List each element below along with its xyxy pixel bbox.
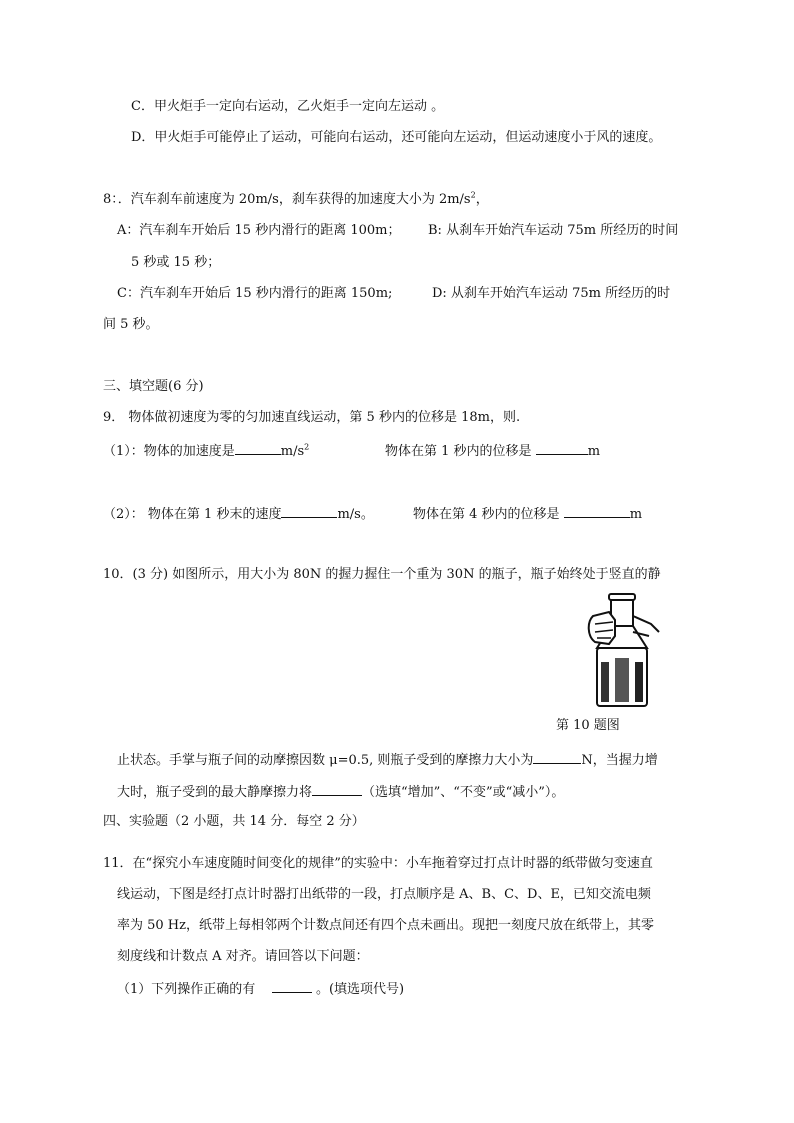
figure-caption: 第 10 题图 xyxy=(556,718,620,733)
q9-stem: 9． 物体做初速度为零的匀加速直线运动，第 5 秒内的位移是 18m，则. xyxy=(103,410,521,425)
q8-option-d-line2: 间 5 秒。 xyxy=(103,317,159,332)
q9-part2-unit: m/s。 xyxy=(337,507,374,522)
q9-disp1-blank[interactable] xyxy=(536,441,588,455)
q8-option-d-line1: D: 从刹车开始汽车运动 75m 所经历的时 xyxy=(432,286,671,301)
q8-option-b-line1: B: 从刹车开始汽车运动 75m 所经历的时间 xyxy=(428,223,679,238)
section-3-title: 三、填空题(6 分) xyxy=(103,379,204,394)
q8-option-a: A：汽车刹车开始后 15 秒内滑行的距离 100m； xyxy=(117,223,401,238)
bottle-hand-figure xyxy=(585,592,661,710)
q8-stem xyxy=(103,191,489,209)
bottle-hand-drawing xyxy=(585,592,661,710)
q9-part1-unit-b: m xyxy=(587,444,601,459)
q9-part1-unit: m/s xyxy=(280,444,305,459)
q9-disp4-blank[interactable] xyxy=(564,504,630,518)
q10-continuation-line2 xyxy=(117,782,564,802)
q9-part1-prefix: （1）：物体的加速度是 xyxy=(103,444,235,459)
q9-part2 xyxy=(103,504,374,524)
q9-part1-unit-exponent: 2 xyxy=(304,442,310,452)
q8-stem-exponent: 2 xyxy=(470,190,476,200)
q11-line2: 线运动，下图是经打点计时器打出纸带的一段，打点顺序是 A、B、C、D、E，已知交流电频 xyxy=(117,887,651,902)
q8-stem-end: ， xyxy=(475,192,489,207)
q9-part1-mid: 物体在第 1 秒内的位移是 xyxy=(385,444,532,459)
q9-part1-second xyxy=(385,441,600,461)
q10-stem: 10．(3 分) 如图所示，用大小为 80N 的握力握住一个重为 30N 的瓶子，瓶子始终处于竖直的静 xyxy=(103,567,661,582)
q11-sub1-blank[interactable] xyxy=(272,979,312,993)
q11-sub1 xyxy=(117,979,404,999)
q7-option-c: C．甲火炬手一定向右运动，乙火炬手一定向左运动 。 xyxy=(131,99,445,114)
section-4-title: 四、实验题（2 小题，共 14 分．每空 2 分） xyxy=(103,814,365,829)
q10-cont-1a: 止状态。手掌与瓶子间的动摩擦因数 μ=0.5, 则瓶子受到的摩擦力大小为 xyxy=(117,753,534,768)
q10-cont-2a: 大时，瓶子受到的最大静摩擦力将 xyxy=(117,785,313,800)
q8-option-b-line2: 5 秒或 15 秒； xyxy=(131,255,221,270)
q10-friction-blank[interactable] xyxy=(533,750,581,764)
q11-sub1-suffix: 。(填选项代号) xyxy=(315,982,405,997)
q11-line1: 11．在“探究小车速度随时间变化的规律”的实验中：小车拖着穿过打点计时器的纸带做匀变速直 xyxy=(103,856,653,871)
q9-part2-second xyxy=(413,504,642,524)
q8-stem-text: 8：．汽车刹车前速度为 20m/s，刹车获得的加速度大小为 2m/s xyxy=(103,192,471,207)
q7-option-d: D．甲火炬手可能停止了运动，可能向右运动，还可能向左运动，但运动速度小于风的速度。 xyxy=(131,130,662,145)
q11-line4: 刻度线和计数点 A 对齐。请回答以下问题： xyxy=(117,949,369,964)
q11-line3: 率为 50 Hz，纸带上每相邻两个计数点间还有四个点未画出。现把一刻度尺放在纸带上，其零 xyxy=(117,918,654,933)
q9-velocity-blank[interactable] xyxy=(281,504,337,518)
q10-cont-2b: （选填“增加”、“不变”或“减小”）。 xyxy=(362,785,565,800)
q10-cont-1b: N，当握力增 xyxy=(581,753,658,768)
q10-continuation-line1 xyxy=(117,750,658,770)
q10-maxstatic-blank[interactable] xyxy=(312,782,362,796)
q9-part1 xyxy=(103,441,309,461)
q9-accel-blank[interactable] xyxy=(235,441,281,455)
q9-part2-mid: 物体在第 4 秒内的位移是 xyxy=(413,507,560,522)
q9-part2-unit-b: m xyxy=(629,507,643,522)
q9-part2-prefix: （2）： 物体在第 1 秒末的速度 xyxy=(103,507,282,522)
q8-option-c: C：汽车刹车开始后 15 秒内滑行的距离 150m; xyxy=(117,286,393,301)
q11-sub1-prefix: （1）下列操作正确的有 xyxy=(117,982,256,997)
